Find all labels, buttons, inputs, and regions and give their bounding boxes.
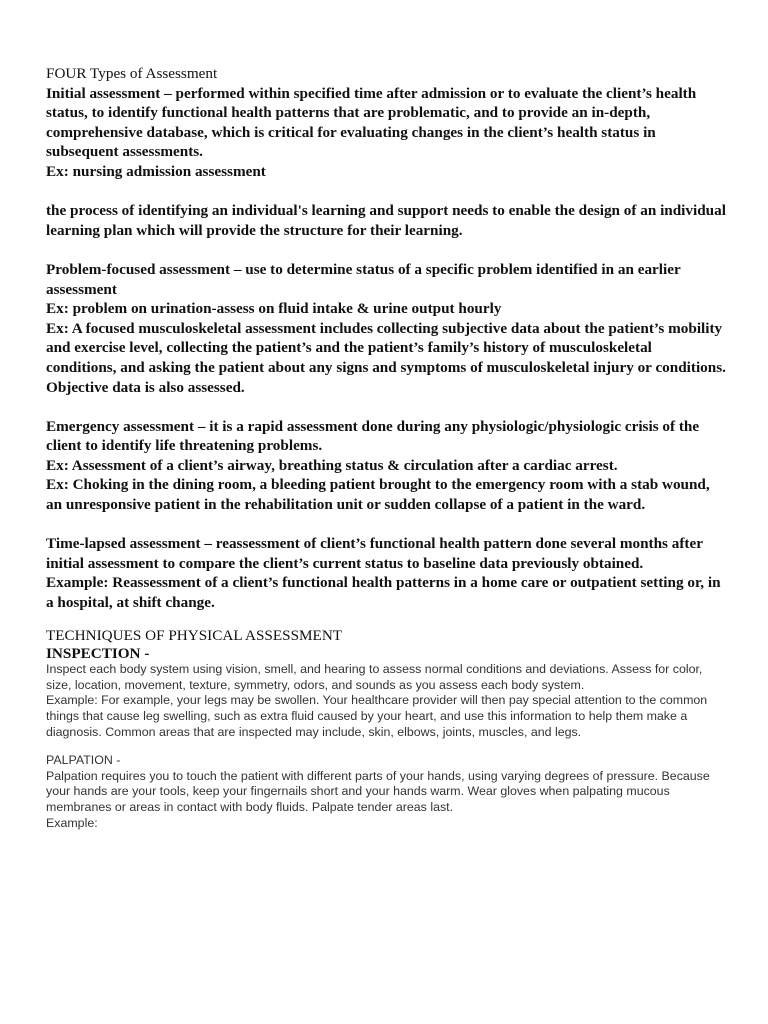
section-palpation xyxy=(46,769,726,831)
section-inspection xyxy=(46,662,726,740)
problem-focused-definition: Problem-focused assessment – use to determine status of a specific problem identified in an earlier assessment xyxy=(46,260,681,298)
inspection-example: Example: For example, your legs may be swollen. Your healthcare provider will then pay special attention to the common things that cause leg swelling, such as extra fluid caused by your heart, and use this information to help them make a diagnosis. Common areas that are inspected may include, skin, elbows, joints, muscles, and legs. xyxy=(46,693,708,739)
section-emergency xyxy=(46,417,726,515)
problem-focused-example-1: Ex: problem on urination-assess on fluid intake & urine output hourly xyxy=(46,300,502,318)
document-page xyxy=(46,64,726,831)
section-initial-assessment xyxy=(46,84,726,182)
time-lapsed-definition: Time-lapsed assessment – reassessment of client’s functional health pattern done several months after initial assessment to compare the client’s current status to baseline data previously obtained. xyxy=(46,535,703,572)
spacer xyxy=(46,182,726,202)
palpation-heading: PALPATION - xyxy=(46,753,121,768)
section-types xyxy=(46,64,726,84)
spacer xyxy=(46,515,726,535)
document-title: FOUR Types of Assessment xyxy=(46,65,218,82)
section-problem-focused xyxy=(46,260,726,397)
emergency-definition: Emergency assessment – it is a rapid assessment done during any physiologic/physiologic crisis of the client to identify life threatening problems. xyxy=(46,417,700,455)
spacer xyxy=(46,613,726,626)
spacer xyxy=(46,240,726,260)
section-learning-needs xyxy=(46,201,726,240)
spacer xyxy=(46,397,726,417)
time-lapsed-example: Example: Reassessment of a client’s functional health patterns in a home care or outpatient setting or, in a hospital, at shift change. xyxy=(46,574,721,612)
emergency-example-2: Ex: Choking in the dining room, a bleeding patient brought to the emergency room with a stab wound, an unresponsive patient in the rehabilitation unit or sudden collapse of a patient in the ward. xyxy=(46,476,710,514)
initial-assessment-example: Ex: nursing admission assessment xyxy=(46,162,266,180)
palpation-example: Example: xyxy=(46,815,98,830)
inspection-body: Inspect each body system using vision, smell, and hearing to assess normal conditions and deviations. Assess for color, size, location, movement, texture, symmetry, odors, and sounds as you assess each body system. xyxy=(46,662,703,692)
palpation-body: Palpation requires you to touch the patient with different parts of your hands, using varying degrees of pressure. Because your hands are your tools, keep your fingernails short and your hands warm. Wear gloves when palpating mucous membranes or areas in contact with body fluids. Palpate tender areas last. xyxy=(46,768,710,814)
techniques-heading: TECHNIQUES OF PHYSICAL ASSESSMENT xyxy=(46,626,343,644)
section-time-lapsed xyxy=(46,534,726,612)
spacer xyxy=(46,740,726,753)
emergency-example-1: Ex: Assessment of a client’s airway, breathing status & circulation after a cardiac arrest. xyxy=(46,456,618,474)
inspection-heading: INSPECTION - xyxy=(46,645,150,663)
learning-needs-paragraph: the process of identifying an individual's learning and support needs to enable the design of an individual learning plan which will provide the structure for their learning. xyxy=(46,202,726,239)
initial-assessment-definition: Initial assessment – performed within specified time after admission or to evaluate the client’s health status, to identify functional health patterns that are problematic, and to provide an in-depth, comprehensive database, which is critical for evaluating changes in the client’s health status in subsequent assessments. xyxy=(46,84,697,161)
problem-focused-example-2: Ex: A focused musculoskeletal assessment includes collecting subjective data about the patient’s mobility and exercise level, collecting the patient’s and the patient’s family’s history of musculoskeletal conditions, and asking the patient about any signs and symptoms of musculoskeletal injury or conditions. Objective data is also assessed. xyxy=(46,319,726,396)
